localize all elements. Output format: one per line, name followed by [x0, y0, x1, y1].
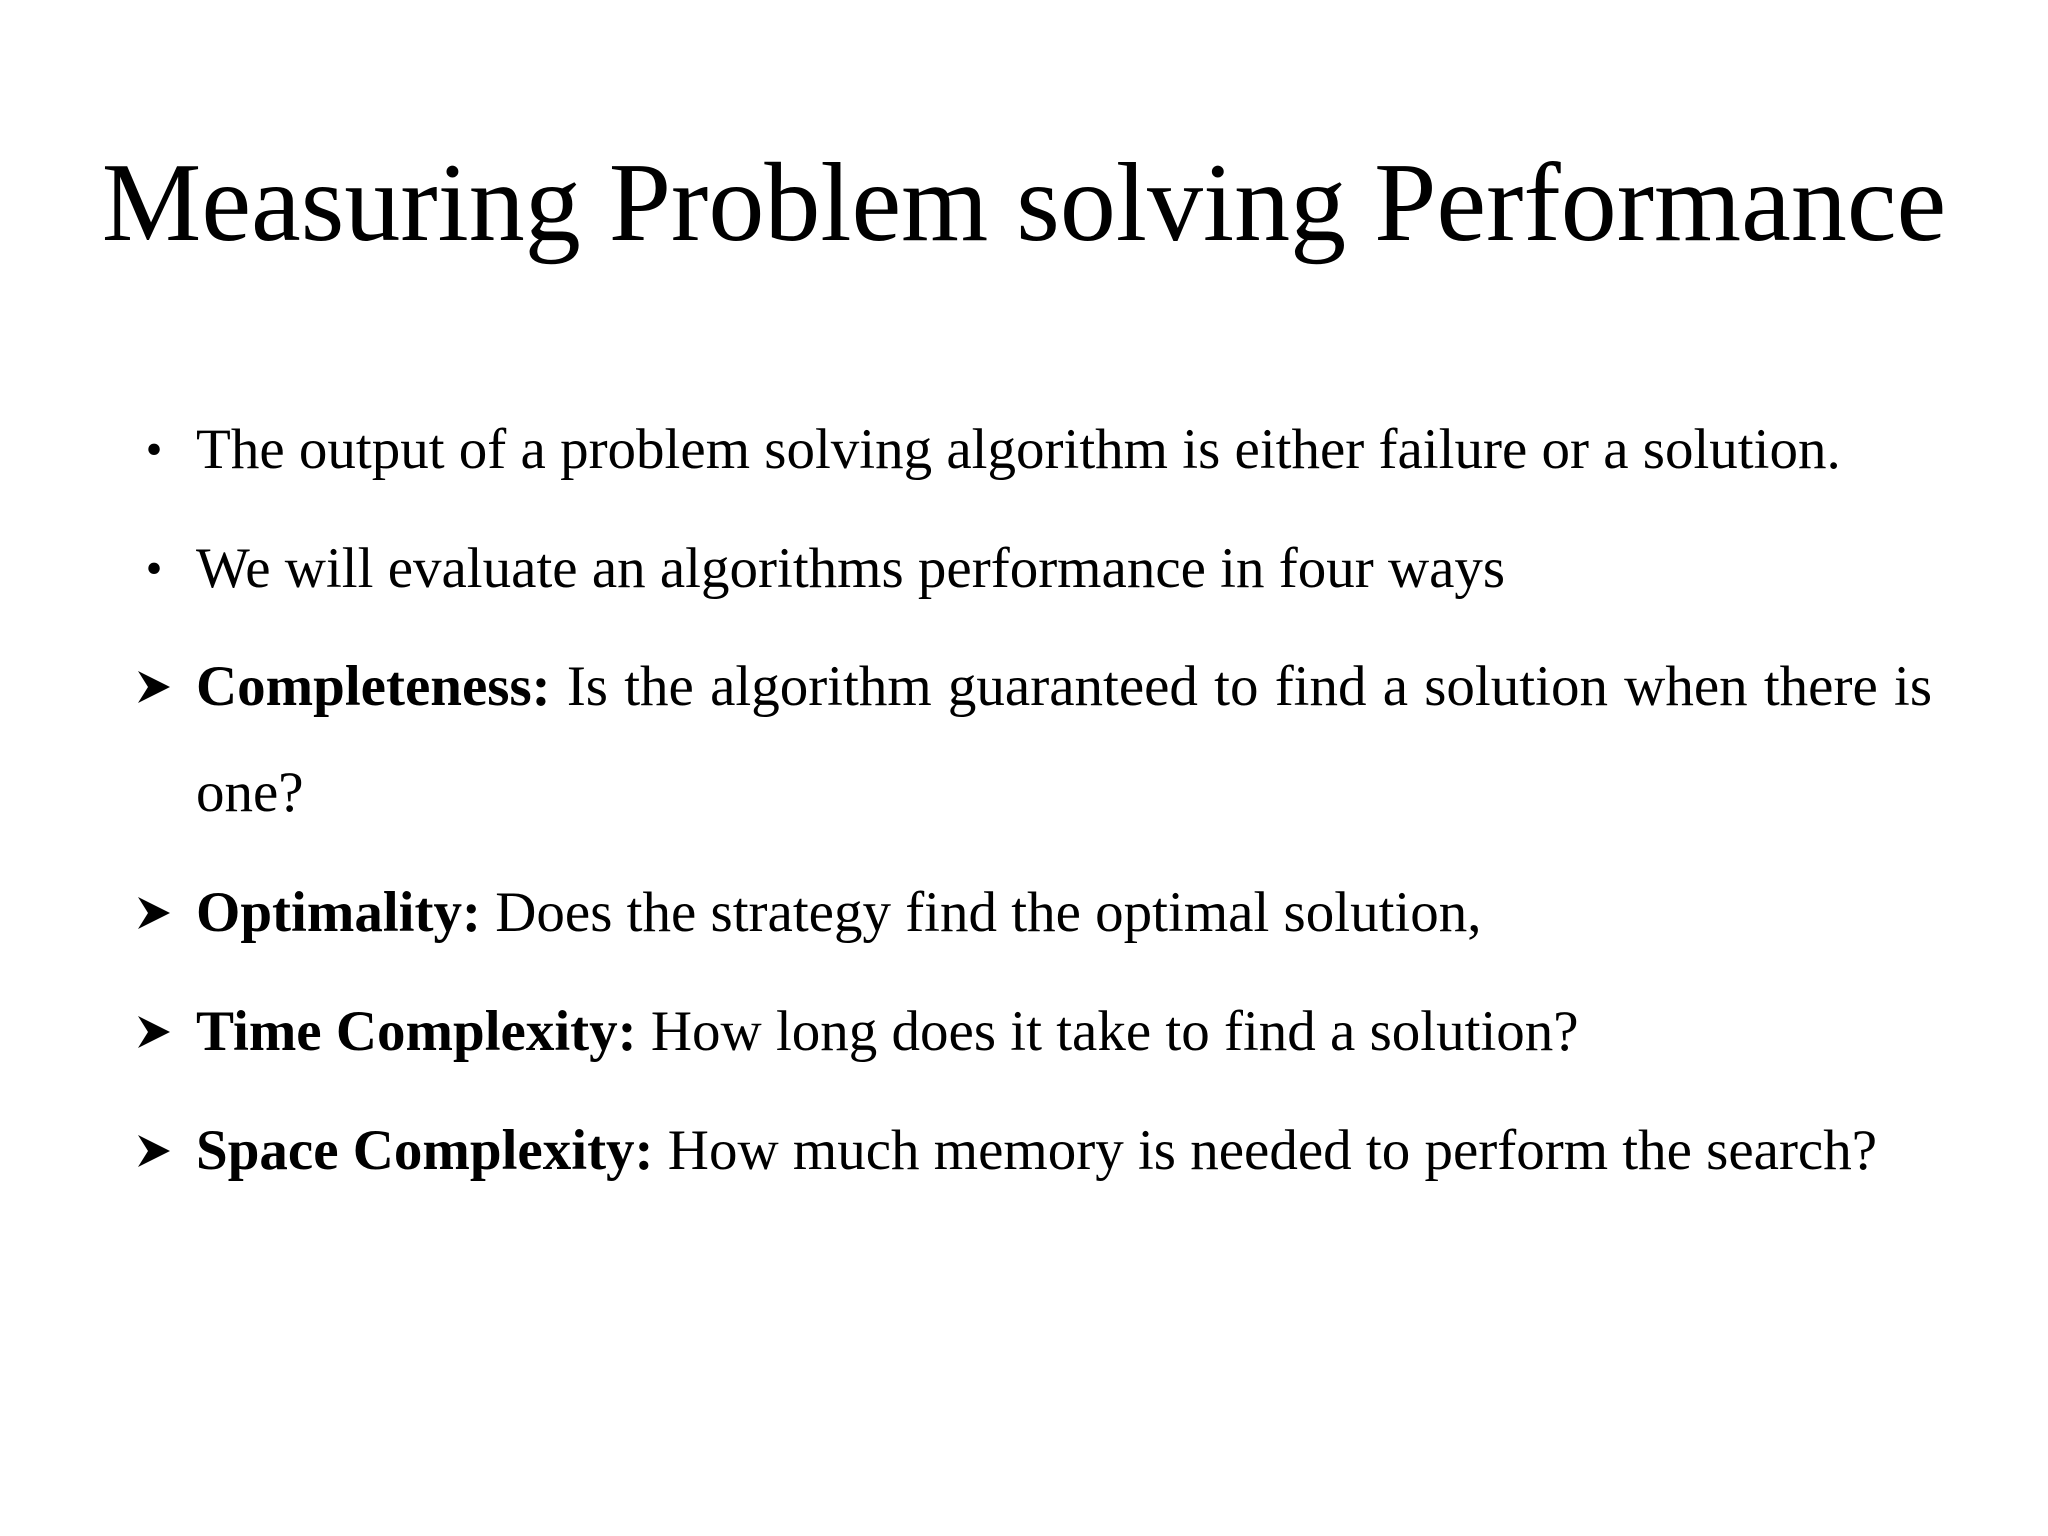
criteria-item-completeness: [196, 634, 1932, 846]
criteria-label: Space Complexity:: [196, 1119, 654, 1182]
criteria-text: How much memory is needed to perform the search?: [653, 1119, 1878, 1182]
bullet-text: The output of a problem solving algorithm is either failure or a solution.: [196, 418, 1841, 481]
criteria-text: How long does it take to find a solution?: [636, 1000, 1579, 1063]
slide-title: Measuring Problem solving Performance: [101, 141, 1947, 265]
bullet-item-output: [145, 397, 1932, 503]
criteria-item-optimality: [196, 860, 1932, 966]
arrowhead-bullet-icon: [124, 860, 184, 966]
criteria-text: Is the algorithm guaranteed to find a solution when there is one?: [196, 655, 1932, 824]
criteria-label: Completeness:: [196, 655, 551, 718]
criteria-label: Optimality:: [196, 881, 481, 944]
criteria-item-time-complexity: [196, 979, 1932, 1085]
bullet-item-evaluate: [145, 516, 1932, 622]
arrowhead-bullet-icon: [124, 979, 184, 1085]
bullet-dot-icon: •: [145, 423, 163, 476]
criteria-label: Time Complexity:: [196, 1000, 637, 1063]
arrowhead-bullet-icon: [124, 634, 184, 740]
criteria-item-space-complexity: [196, 1098, 1932, 1204]
bullet-dot-icon: •: [145, 542, 163, 595]
bullet-text: We will evaluate an algorithms performance in four ways: [196, 537, 1506, 600]
criteria-text: Does the strategy find the optimal solution,: [480, 881, 1482, 944]
arrowhead-bullet-icon: [124, 1098, 184, 1204]
